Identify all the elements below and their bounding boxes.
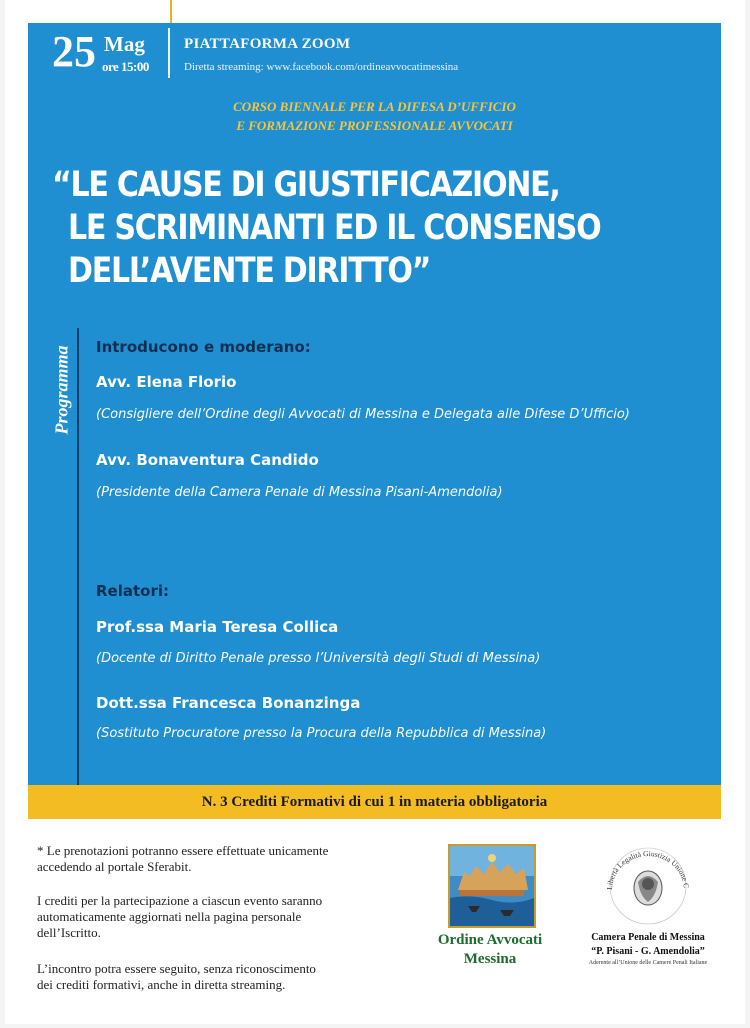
seal-text: Libertà Legalità Giustizia Unione C — [604, 848, 691, 891]
credits-note-line1: I crediti per la partecipazione a ciascun evento saranno — [37, 893, 323, 908]
camera-penale-name: Camera Penale di Messina — [591, 932, 705, 943]
event-day: 25 — [52, 27, 96, 76]
camera-penale-names: “P. Pisani - G. Amendolia” — [591, 946, 705, 957]
program-panel — [28, 23, 721, 785]
course-title-line1: CORSO BIENNALE PER LA DIFESA D’UFFICIO — [233, 99, 516, 114]
credits-note-line2: automaticamente aggiornati nella pagina personale — [37, 909, 302, 924]
event-title-line3: DELL’AVENTE DIRITTO” — [68, 251, 431, 291]
credits-banner — [28, 785, 721, 819]
streaming-link[interactable]: Diretta streaming: www.facebook.com/ordineavvocatimessina — [184, 61, 459, 73]
ordine-name-line2: Messina — [463, 951, 517, 967]
streaming-note-line2: dei crediti formativi, anche in diretta streaming. — [37, 977, 286, 992]
platform-name: PIATTAFORMA ZOOM — [184, 36, 351, 52]
program-divider — [77, 328, 79, 785]
moderator-name: Avv. Bonaventura Candido — [96, 451, 319, 469]
city-harbor-icon — [450, 846, 534, 926]
speaker-role: (Sostituto Procuratore presso la Procura della Repubblica di Messina) — [96, 726, 547, 741]
seal-icon — [598, 846, 698, 926]
speaker-name: Dott.ssa Francesca Bonanzinga — [96, 694, 361, 712]
moderator-name: Avv. Elena Florio — [96, 373, 237, 391]
speaker-role: (Docente di Diritto Penale presso l’Università degli Studi di Messina) — [96, 651, 541, 666]
speaker-name: Prof.ssa Maria Teresa Collica — [96, 618, 339, 636]
speakers-heading: Relatori: — [96, 582, 170, 600]
credits-note-line3: dell’Iscritto. — [37, 925, 101, 940]
streaming-note-line1: L’incontro potra essere seguito, senza riconoscimento — [37, 961, 316, 976]
top-accent-line — [170, 0, 172, 24]
course-title-line2: E FORMAZIONE PROFESSIONALE AVVOCATI — [236, 118, 513, 133]
camera-penale-seal — [598, 846, 698, 926]
moderator-role: (Presidente della Camera Penale di Messina Pisani-Amendolia) — [96, 485, 503, 500]
event-title-line1: “LE CAUSE DI GIUSTIFICAZIONE, — [52, 165, 560, 205]
ordine-avvocati-logo — [448, 844, 536, 928]
event-month: Mag — [104, 32, 145, 56]
booking-note-line2: accedendo al portale Sferabit. — [37, 859, 192, 874]
booking-note-line1: * Le prenotazioni potranno essere effettuate unicamente — [37, 843, 329, 858]
moderator-role: (Consigliere dell’Ordine degli Avvocati di Messina e Delegata alle Difese D’Ufficio) — [96, 407, 630, 422]
ordine-name-line1: Ordine Avvocati — [437, 932, 543, 948]
date-divider — [168, 28, 170, 78]
program-label: Programma — [51, 345, 72, 435]
camera-penale-adherent: Aderente all’Unione delle Camere Penali Italiane — [588, 960, 708, 966]
event-time: ore 15:00 — [102, 59, 149, 74]
moderators-heading: Introducono e moderano: — [96, 338, 311, 356]
credits-text: N. 3 Crediti Formativi di cui 1 in materia obbligatoria — [201, 794, 548, 810]
event-title-line2: LE SCRIMINANTI ED IL CONSENSO — [68, 208, 601, 248]
